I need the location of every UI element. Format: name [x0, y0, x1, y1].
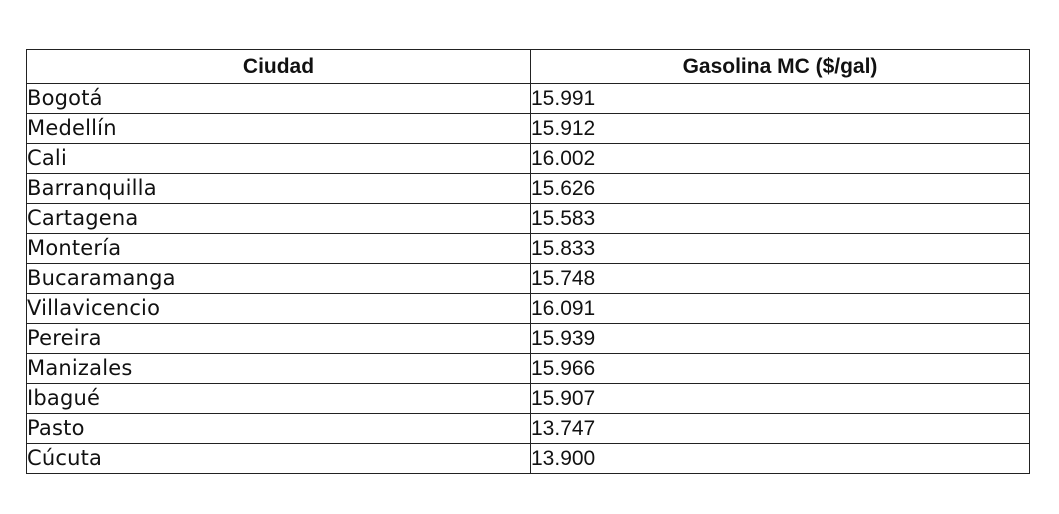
table-row — [27, 84, 1030, 114]
price-cell: 15.991 — [531, 84, 1030, 114]
price-cell: 15.966 — [531, 354, 1030, 384]
table-row — [27, 354, 1030, 384]
city-cell: Manizales — [27, 354, 531, 384]
city-cell: Cúcuta — [27, 444, 531, 474]
price-cell: 15.626 — [531, 174, 1030, 204]
table-row — [27, 174, 1030, 204]
gasoline-price-table — [26, 49, 1030, 474]
city-cell: Villavicencio — [27, 294, 531, 324]
table-row — [27, 114, 1030, 144]
price-cell: 15.833 — [531, 234, 1030, 264]
table-row — [27, 294, 1030, 324]
price-cell: 15.912 — [531, 114, 1030, 144]
price-cell: 15.748 — [531, 264, 1030, 294]
city-cell: Bucaramanga — [27, 264, 531, 294]
table-header-row — [27, 50, 1030, 84]
city-cell: Montería — [27, 234, 531, 264]
table-row — [27, 444, 1030, 474]
city-cell: Cali — [27, 144, 531, 174]
table-row — [27, 204, 1030, 234]
table-row — [27, 144, 1030, 174]
price-cell: 15.939 — [531, 324, 1030, 354]
table-row — [27, 264, 1030, 294]
city-cell: Pereira — [27, 324, 531, 354]
column-header-price: Gasolina MC ($/gal) — [531, 50, 1030, 84]
price-cell: 13.747 — [531, 414, 1030, 444]
price-cell: 16.091 — [531, 294, 1030, 324]
city-cell: Bogotá — [27, 84, 531, 114]
table-row — [27, 414, 1030, 444]
price-cell: 13.900 — [531, 444, 1030, 474]
table-row — [27, 384, 1030, 414]
city-cell: Pasto — [27, 414, 531, 444]
city-cell: Medellín — [27, 114, 531, 144]
price-cell: 15.907 — [531, 384, 1030, 414]
city-cell: Cartagena — [27, 204, 531, 234]
column-header-city: Ciudad — [27, 50, 531, 84]
price-cell: 15.583 — [531, 204, 1030, 234]
city-cell: Barranquilla — [27, 174, 531, 204]
price-cell: 16.002 — [531, 144, 1030, 174]
table-row — [27, 234, 1030, 264]
city-cell: Ibagué — [27, 384, 531, 414]
table-row — [27, 324, 1030, 354]
